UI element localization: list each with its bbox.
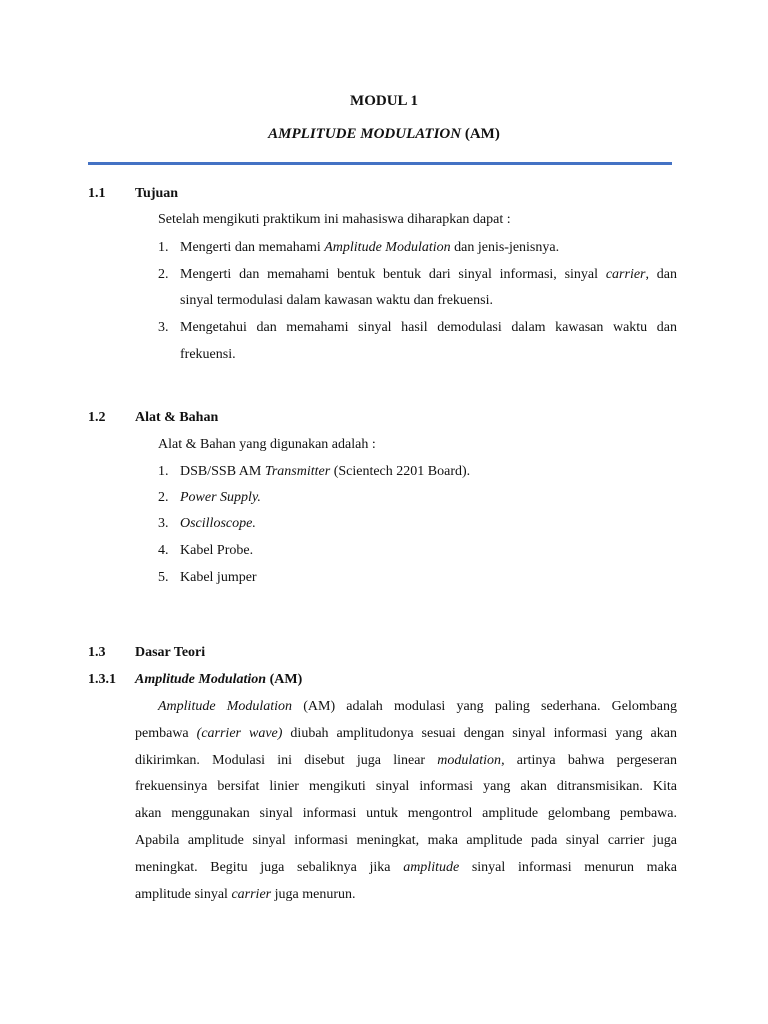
italic-run: (carrier wave) bbox=[196, 726, 283, 741]
page-title: MODUL 1 bbox=[350, 93, 418, 109]
section-intro: Alat & Bahan yang digunakan adalah : bbox=[158, 437, 376, 452]
list-number: 2. bbox=[158, 490, 169, 505]
list-text bbox=[180, 464, 470, 480]
paragraph-line: frekuensinya bersifat linier mengikuti sinyal informasi yang akan ditransmisikan. Kita bbox=[135, 779, 677, 794]
list-number: 3. bbox=[158, 516, 169, 531]
list-number: 2. bbox=[158, 267, 169, 282]
italic-run: Amplitude Modulation bbox=[158, 699, 293, 714]
subsection-number: 1.3.1 bbox=[88, 672, 116, 687]
text-run: , dan bbox=[645, 267, 677, 282]
list-number: 5. bbox=[158, 570, 169, 585]
text-run: Mengerti dan memahami bbox=[180, 240, 325, 255]
paragraph-line bbox=[135, 753, 677, 769]
text-run: Mengerti dan memahami bentuk bentuk dari sinyal informasi, sinyal bbox=[180, 267, 606, 282]
section-number: 1.2 bbox=[88, 410, 106, 425]
italic-run: modulation bbox=[437, 753, 502, 768]
text-run: , artinya bahwa pergeseran bbox=[501, 753, 677, 768]
section-number: 1.1 bbox=[88, 186, 106, 201]
text-run: (Scientech 2201 Board). bbox=[330, 464, 471, 479]
list-text-line bbox=[180, 267, 677, 283]
list-number: 4. bbox=[158, 543, 169, 558]
page-subtitle bbox=[0, 126, 768, 143]
list-text: Power Supply. bbox=[180, 490, 261, 505]
list-number: 3. bbox=[158, 320, 169, 335]
text-run: amplitude sinyal bbox=[135, 887, 232, 902]
paragraph-line: Apabila amplitude sinyal informasi meningkat, maka amplitude pada sinyal carrier juga bbox=[135, 833, 677, 848]
italic-run: Amplitude Modulation bbox=[324, 240, 451, 255]
italic-run: amplitude bbox=[403, 860, 460, 875]
paragraph-line bbox=[135, 860, 677, 876]
list-number: 1. bbox=[158, 464, 169, 479]
section-intro: Setelah mengikuti praktikum ini mahasiswa diharapkan dapat : bbox=[158, 212, 511, 227]
paragraph-line bbox=[135, 887, 677, 903]
italic-run: Transmitter bbox=[264, 464, 331, 479]
text-run: DSB/SSB AM bbox=[180, 464, 265, 479]
italic-run: carrier bbox=[231, 887, 272, 902]
text-run: sinyal informasi menurun maka bbox=[459, 860, 677, 875]
italic-run: carrier bbox=[605, 267, 646, 282]
section-number: 1.3 bbox=[88, 645, 106, 660]
list-text bbox=[180, 240, 559, 256]
list-text-line: frekuensi. bbox=[180, 347, 236, 362]
section-title: Dasar Teori bbox=[135, 645, 206, 660]
text-run: juga menurun. bbox=[271, 887, 356, 902]
paragraph-line bbox=[135, 726, 677, 742]
italic-run: Amplitude Modulation bbox=[135, 672, 267, 687]
list-text: Kabel jumper bbox=[180, 570, 257, 585]
section-title: Alat & Bahan bbox=[135, 410, 219, 425]
subtitle-rest: (AM) bbox=[461, 126, 500, 142]
text-run: meningkat. Begitu juga sebaliknya jika bbox=[135, 860, 404, 875]
list-text-line: sinyal termodulasi dalam kawasan waktu dan frekuensi. bbox=[180, 293, 493, 308]
text-run: dikirimkan. Modulasi ini disebut juga linear bbox=[135, 753, 438, 768]
text-run: (AM) adalah modulasi yang paling sederhana. Gelombang bbox=[292, 699, 677, 714]
text-run: diubah amplitudonya sesuai dengan sinyal informasi yang akan bbox=[282, 726, 677, 741]
list-text: Kabel Probe. bbox=[180, 543, 254, 558]
paragraph-line: akan menggunakan sinyal informasi untuk mengontrol amplitude gelombang pembawa. bbox=[135, 806, 677, 821]
paragraph-line bbox=[158, 699, 677, 715]
text-run: pembawa bbox=[135, 726, 197, 741]
text-run: (AM) bbox=[266, 672, 303, 687]
list-number: 1. bbox=[158, 240, 169, 255]
subtitle-italic: AMPLITUDE MODULATION bbox=[268, 126, 462, 142]
title-divider bbox=[88, 162, 672, 165]
list-text-line: Mengetahui dan memahami sinyal hasil demodulasi dalam kawasan waktu dan bbox=[180, 320, 677, 335]
text-run: dan jenis-jenisnya. bbox=[450, 240, 560, 255]
list-text: Oscilloscope. bbox=[180, 516, 256, 531]
subsection-title bbox=[135, 672, 302, 688]
section-title: Tujuan bbox=[135, 186, 179, 201]
